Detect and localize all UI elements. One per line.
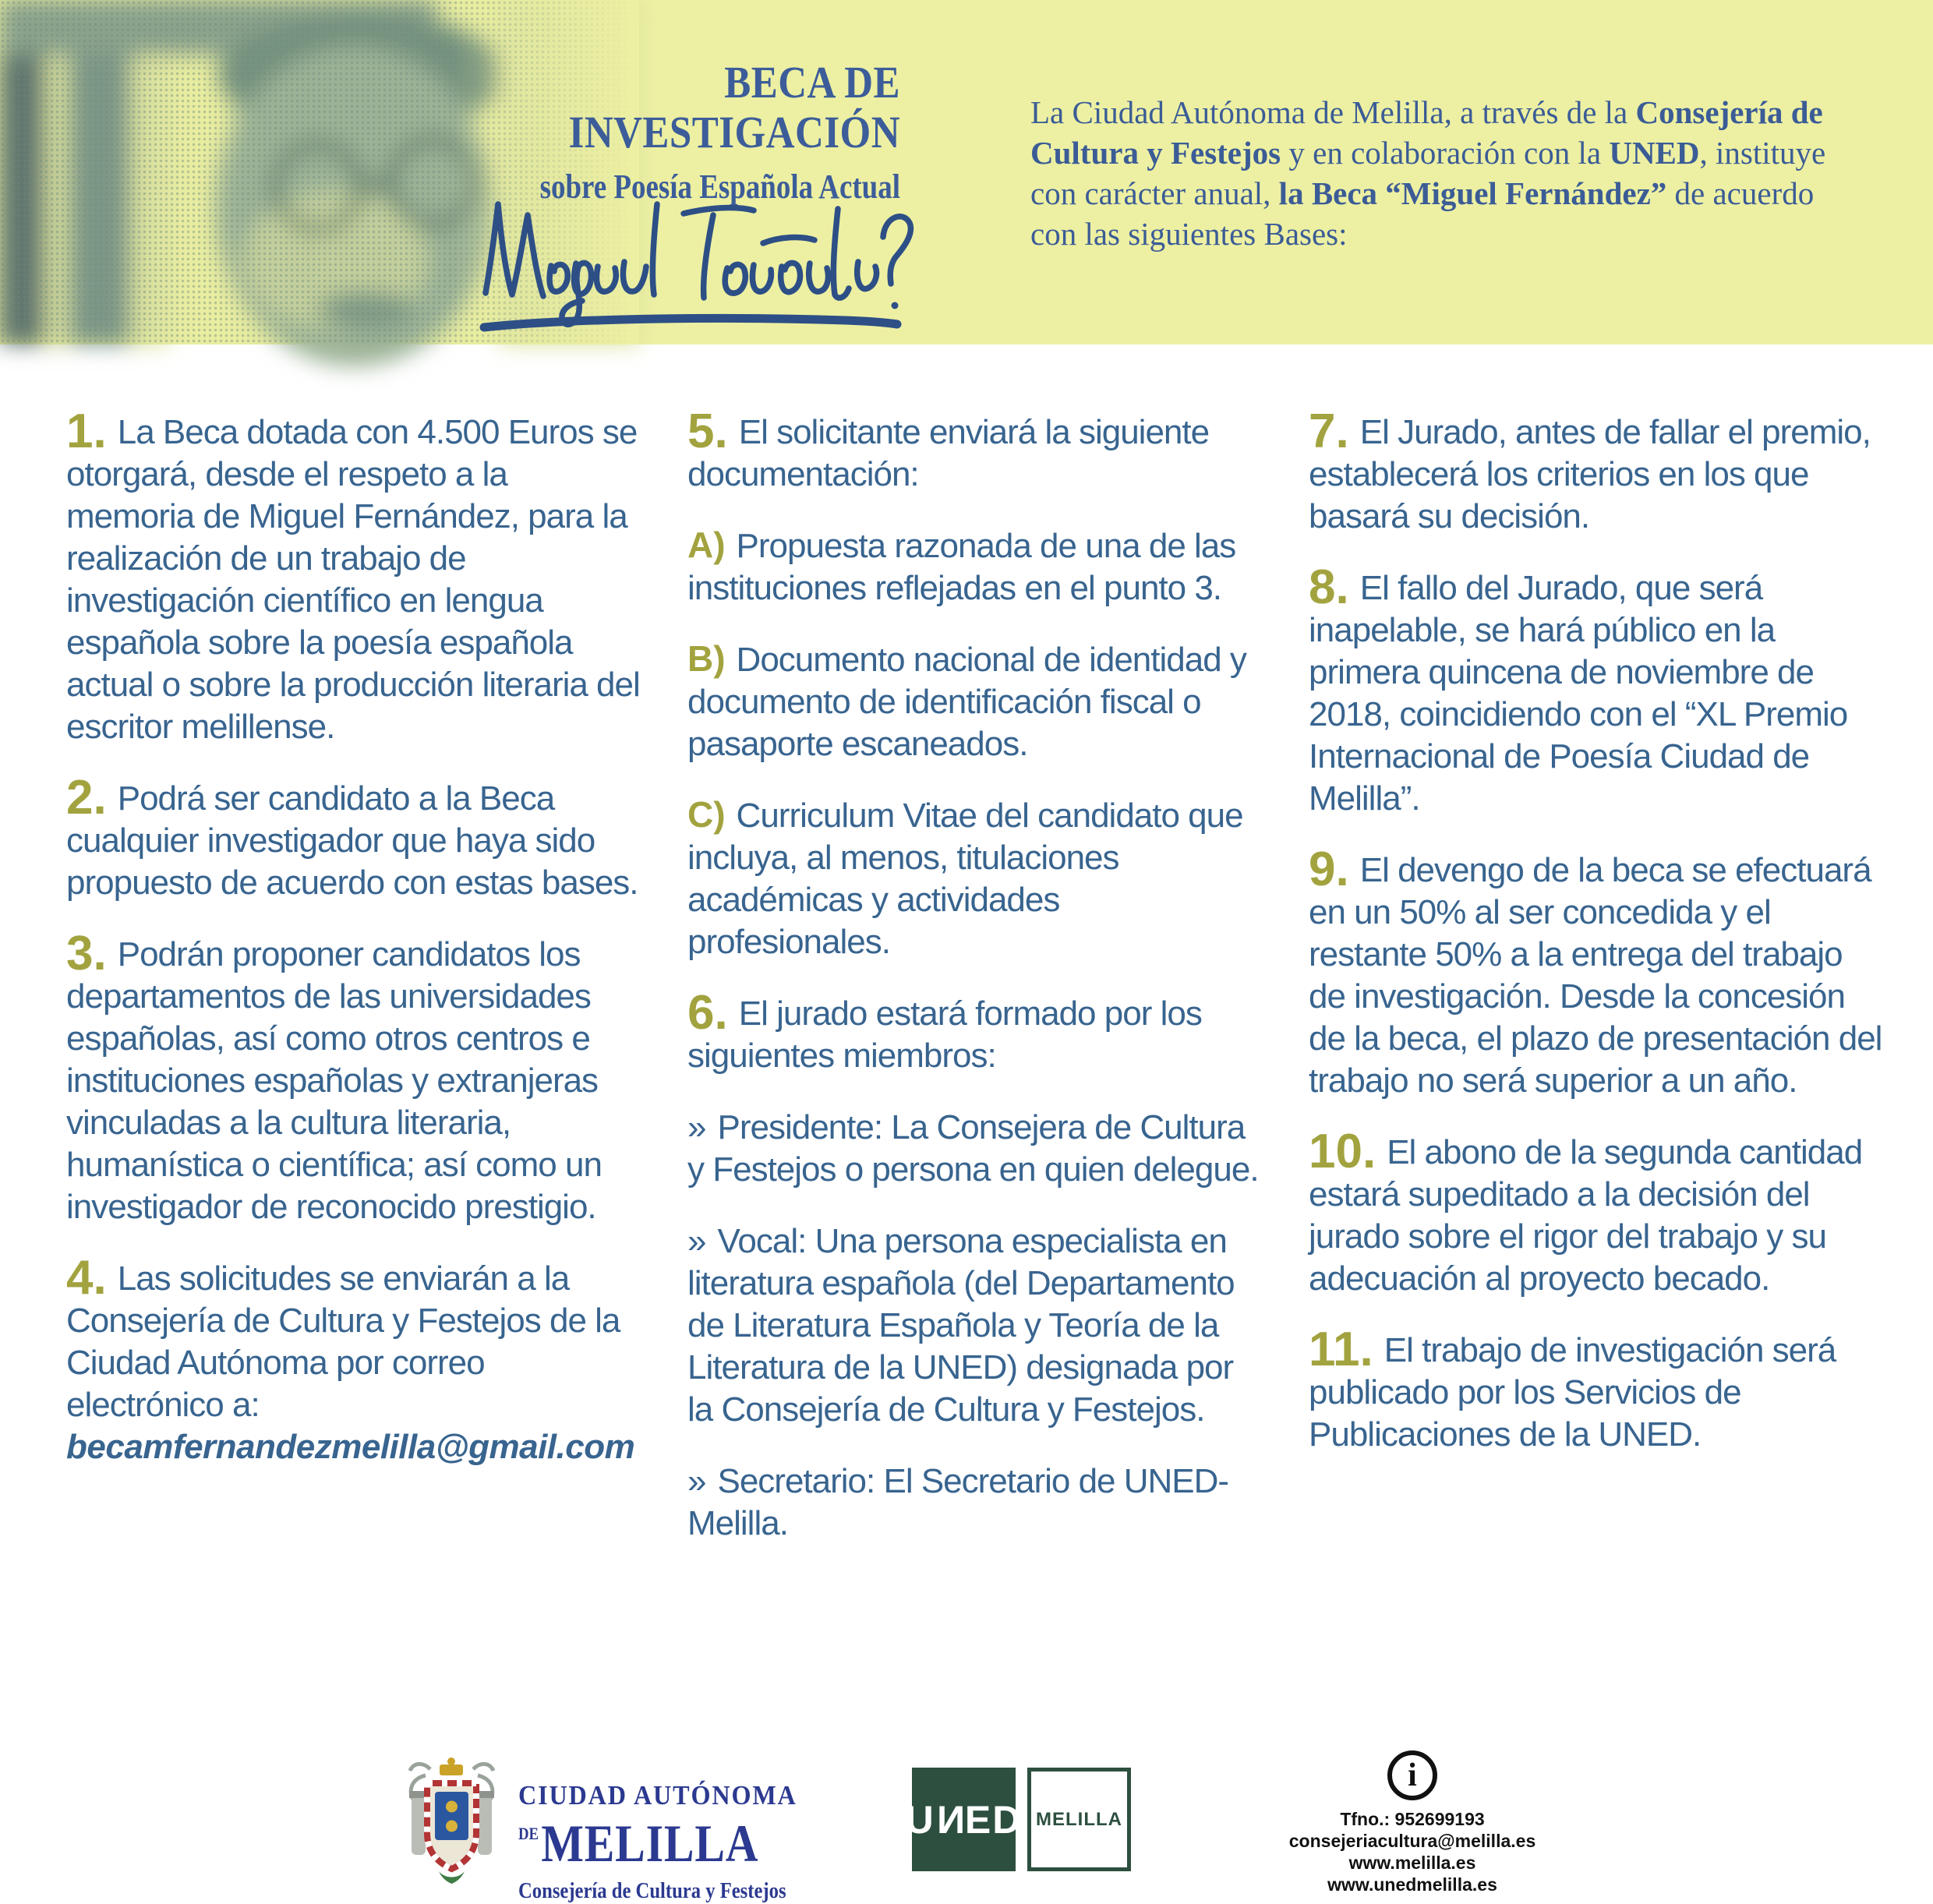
bullet-glyph: » bbox=[687, 1108, 707, 1146]
contact-web-melilla: www.melilla.es bbox=[1348, 1853, 1476, 1873]
item-number: 7. bbox=[1309, 404, 1349, 458]
miguel-fernandez-signature bbox=[479, 192, 924, 340]
uned-melilla-label: MELILLA bbox=[1036, 1808, 1122, 1830]
uned-letter-reversed-n: N bbox=[935, 1797, 965, 1842]
item-letter: C) bbox=[687, 794, 726, 835]
bases-columns bbox=[66, 404, 1885, 1574]
intro-paragraph bbox=[1030, 92, 1853, 254]
item-number: 1. bbox=[66, 404, 107, 458]
item-number: 9. bbox=[1309, 842, 1349, 896]
melilla-de: DE bbox=[518, 1824, 539, 1843]
contact-web-uned: www.unedmelilla.es bbox=[1327, 1874, 1497, 1895]
application-email-link[interactable]: becamfernandezmelilla@gmail.com bbox=[66, 1428, 635, 1466]
uned-melilla-box bbox=[1027, 1768, 1131, 1871]
item-text: Podrá ser candidato a la Beca cualquier investigador que haya sido propuesto de acuerdo con estas bases. bbox=[66, 779, 638, 902]
info-icon: i bbox=[1387, 1750, 1437, 1800]
item-text: Podrán proponer candidatos los departamentos de las universidades españolas, así como otros centros e instituciones españolas y extranjeras vinculadas a la cultura literaria, humanística o científica; así como un investigador de reconocido prestigio. bbox=[66, 935, 602, 1226]
base-item-5a bbox=[687, 525, 1264, 609]
item-text: El solicitante enviará la siguiente documentación: bbox=[687, 413, 1210, 493]
page-title-line2: INVESTIGACIÓN bbox=[568, 107, 900, 157]
item-number: 4. bbox=[66, 1251, 107, 1305]
column-1 bbox=[66, 404, 643, 1574]
item-text: El fallo del Jurado, que será inapelable, se hará público en la primera quincena de noviembre de 2018, coincidiendo con el “XL Premio Internacional de Poesía Ciudad de Melilla”. bbox=[1309, 569, 1848, 818]
contact-phone: Tfno.: 952699193 bbox=[1340, 1809, 1485, 1829]
uned-letter: U bbox=[905, 1797, 935, 1842]
contact-block bbox=[1272, 1750, 1553, 1895]
base-item-1 bbox=[66, 404, 643, 748]
item-text: El abono de la segunda cantidad estará supeditado a la decisión del jurado sobre el rigor del trabajo y su adecuación al proyecto becado. bbox=[1309, 1133, 1863, 1298]
base-item-11 bbox=[1309, 1323, 1885, 1456]
melilla-logo-text bbox=[518, 1755, 822, 1904]
item-text: Propuesta razonada de una de las instituciones reflejadas en el punto 3. bbox=[687, 527, 1236, 607]
intro-run: de acuerdo con las siguientes Bases: bbox=[1030, 175, 1815, 252]
item-text: Las solicitudes se enviarán a la Consejería de Cultura y Festejos de la Ciudad Autónoma por correo electrónico a: bbox=[66, 1259, 620, 1424]
item-number: 10. bbox=[1309, 1125, 1376, 1178]
uned-letters: ED bbox=[964, 1797, 1023, 1842]
melilla-name: MELILLA bbox=[541, 1814, 759, 1873]
item-text: Secretario: El Secretario de UNED-Melilla. bbox=[687, 1462, 1229, 1542]
jury-secretario bbox=[687, 1461, 1264, 1545]
header-banner bbox=[0, 0, 1933, 344]
item-text: Curriculum Vitae del candidato que incluya, al menos, titulaciones académicas y actividades profesionales. bbox=[687, 797, 1243, 961]
page-title-line1: BECA DE bbox=[724, 57, 900, 108]
item-number: 11. bbox=[1309, 1323, 1373, 1376]
item-letter: A) bbox=[687, 525, 726, 565]
jury-vocal bbox=[687, 1220, 1264, 1431]
base-item-5b bbox=[687, 639, 1264, 765]
base-item-7 bbox=[1309, 404, 1885, 538]
intro-run: , instituye con carácter anual, bbox=[1030, 135, 1826, 211]
intro-run-bold: Consejería de Cultura y Festejos bbox=[1030, 94, 1823, 171]
item-text: El devengo de la beca se efectuará en un 50% al ser concedida y el restante 50% a la entrega del trabajo de investigación. Desde la concesión de la beca, el plazo de presentación del trabajo no será superior a un año. bbox=[1309, 851, 1882, 1100]
base-item-6 bbox=[687, 986, 1264, 1077]
page-subtitle: sobre Poesía Española Actual bbox=[539, 168, 900, 206]
item-number: 3. bbox=[66, 927, 107, 980]
contact-email: consejeriacultura@melilla.es bbox=[1288, 1831, 1536, 1851]
base-item-10 bbox=[1309, 1125, 1885, 1300]
base-item-5c bbox=[687, 795, 1264, 963]
item-text: El jurado estará formado por los siguientes miembros: bbox=[687, 994, 1202, 1075]
intro-run: La Ciudad Autónoma de Melilla, a través de la bbox=[1030, 94, 1636, 130]
item-text: El Jurado, antes de fallar el premio, establecerá los criterios en los que basará su decisión. bbox=[1309, 413, 1871, 535]
base-item-2 bbox=[66, 771, 643, 904]
bullet-glyph: » bbox=[687, 1462, 707, 1500]
item-number: 5. bbox=[687, 404, 728, 458]
item-text: Presidente: La Consejera de Cultura y Festejos o persona en quien delegue. bbox=[687, 1108, 1259, 1189]
jury-presidente bbox=[687, 1107, 1264, 1191]
base-item-3 bbox=[66, 927, 643, 1228]
uned-melilla-logo bbox=[905, 1768, 1131, 1871]
bullet-glyph: » bbox=[687, 1222, 707, 1260]
item-number: 2. bbox=[66, 771, 107, 825]
base-item-4 bbox=[66, 1251, 643, 1468]
melilla-crest-icon bbox=[399, 1755, 504, 1886]
item-number: 8. bbox=[1309, 560, 1349, 614]
intro-run: y en colaboración con la bbox=[1281, 135, 1610, 171]
title-block bbox=[425, 58, 900, 206]
base-item-9 bbox=[1309, 842, 1885, 1102]
intro-run-bold: UNED bbox=[1609, 135, 1700, 171]
column-2 bbox=[687, 404, 1264, 1574]
column-3 bbox=[1309, 404, 1885, 1574]
melilla-logo bbox=[399, 1755, 822, 1904]
uned-logo bbox=[905, 1768, 1023, 1871]
base-item-8 bbox=[1309, 560, 1885, 820]
item-text: El trabajo de investigación será publicado por los Servicios de Publicaciones de la UNED. bbox=[1309, 1331, 1836, 1454]
item-text: La Beca dotada con 4.500 Euros se otorgará, desde el respeto a la memoria de Miguel Fernández, para la realización de un trabajo de investigación científico en lengua española sobre la poesía española actual o sobre la producción literaria del escritor melillense. bbox=[66, 413, 640, 746]
item-text: Vocal: Una persona especialista en literatura española (del Departamento de Literatura Española y Teoría de la Literatura de la UNED) designada por la Consejería de Cultura y Festejos. bbox=[687, 1222, 1235, 1429]
item-text: Documento nacional de identidad y documento de identificación fiscal o pasaporte escaneados. bbox=[687, 641, 1246, 763]
intro-run-bold: la Beca “Miguel Fernández” bbox=[1278, 175, 1667, 211]
item-number: 6. bbox=[687, 986, 728, 1040]
base-item-5 bbox=[687, 404, 1264, 496]
item-letter: B) bbox=[687, 638, 726, 679]
melilla-line1: CIUDAD AUTÓNOMA bbox=[518, 1780, 797, 1810]
melilla-department: Consejería de Cultura y Festejos bbox=[518, 1879, 786, 1903]
